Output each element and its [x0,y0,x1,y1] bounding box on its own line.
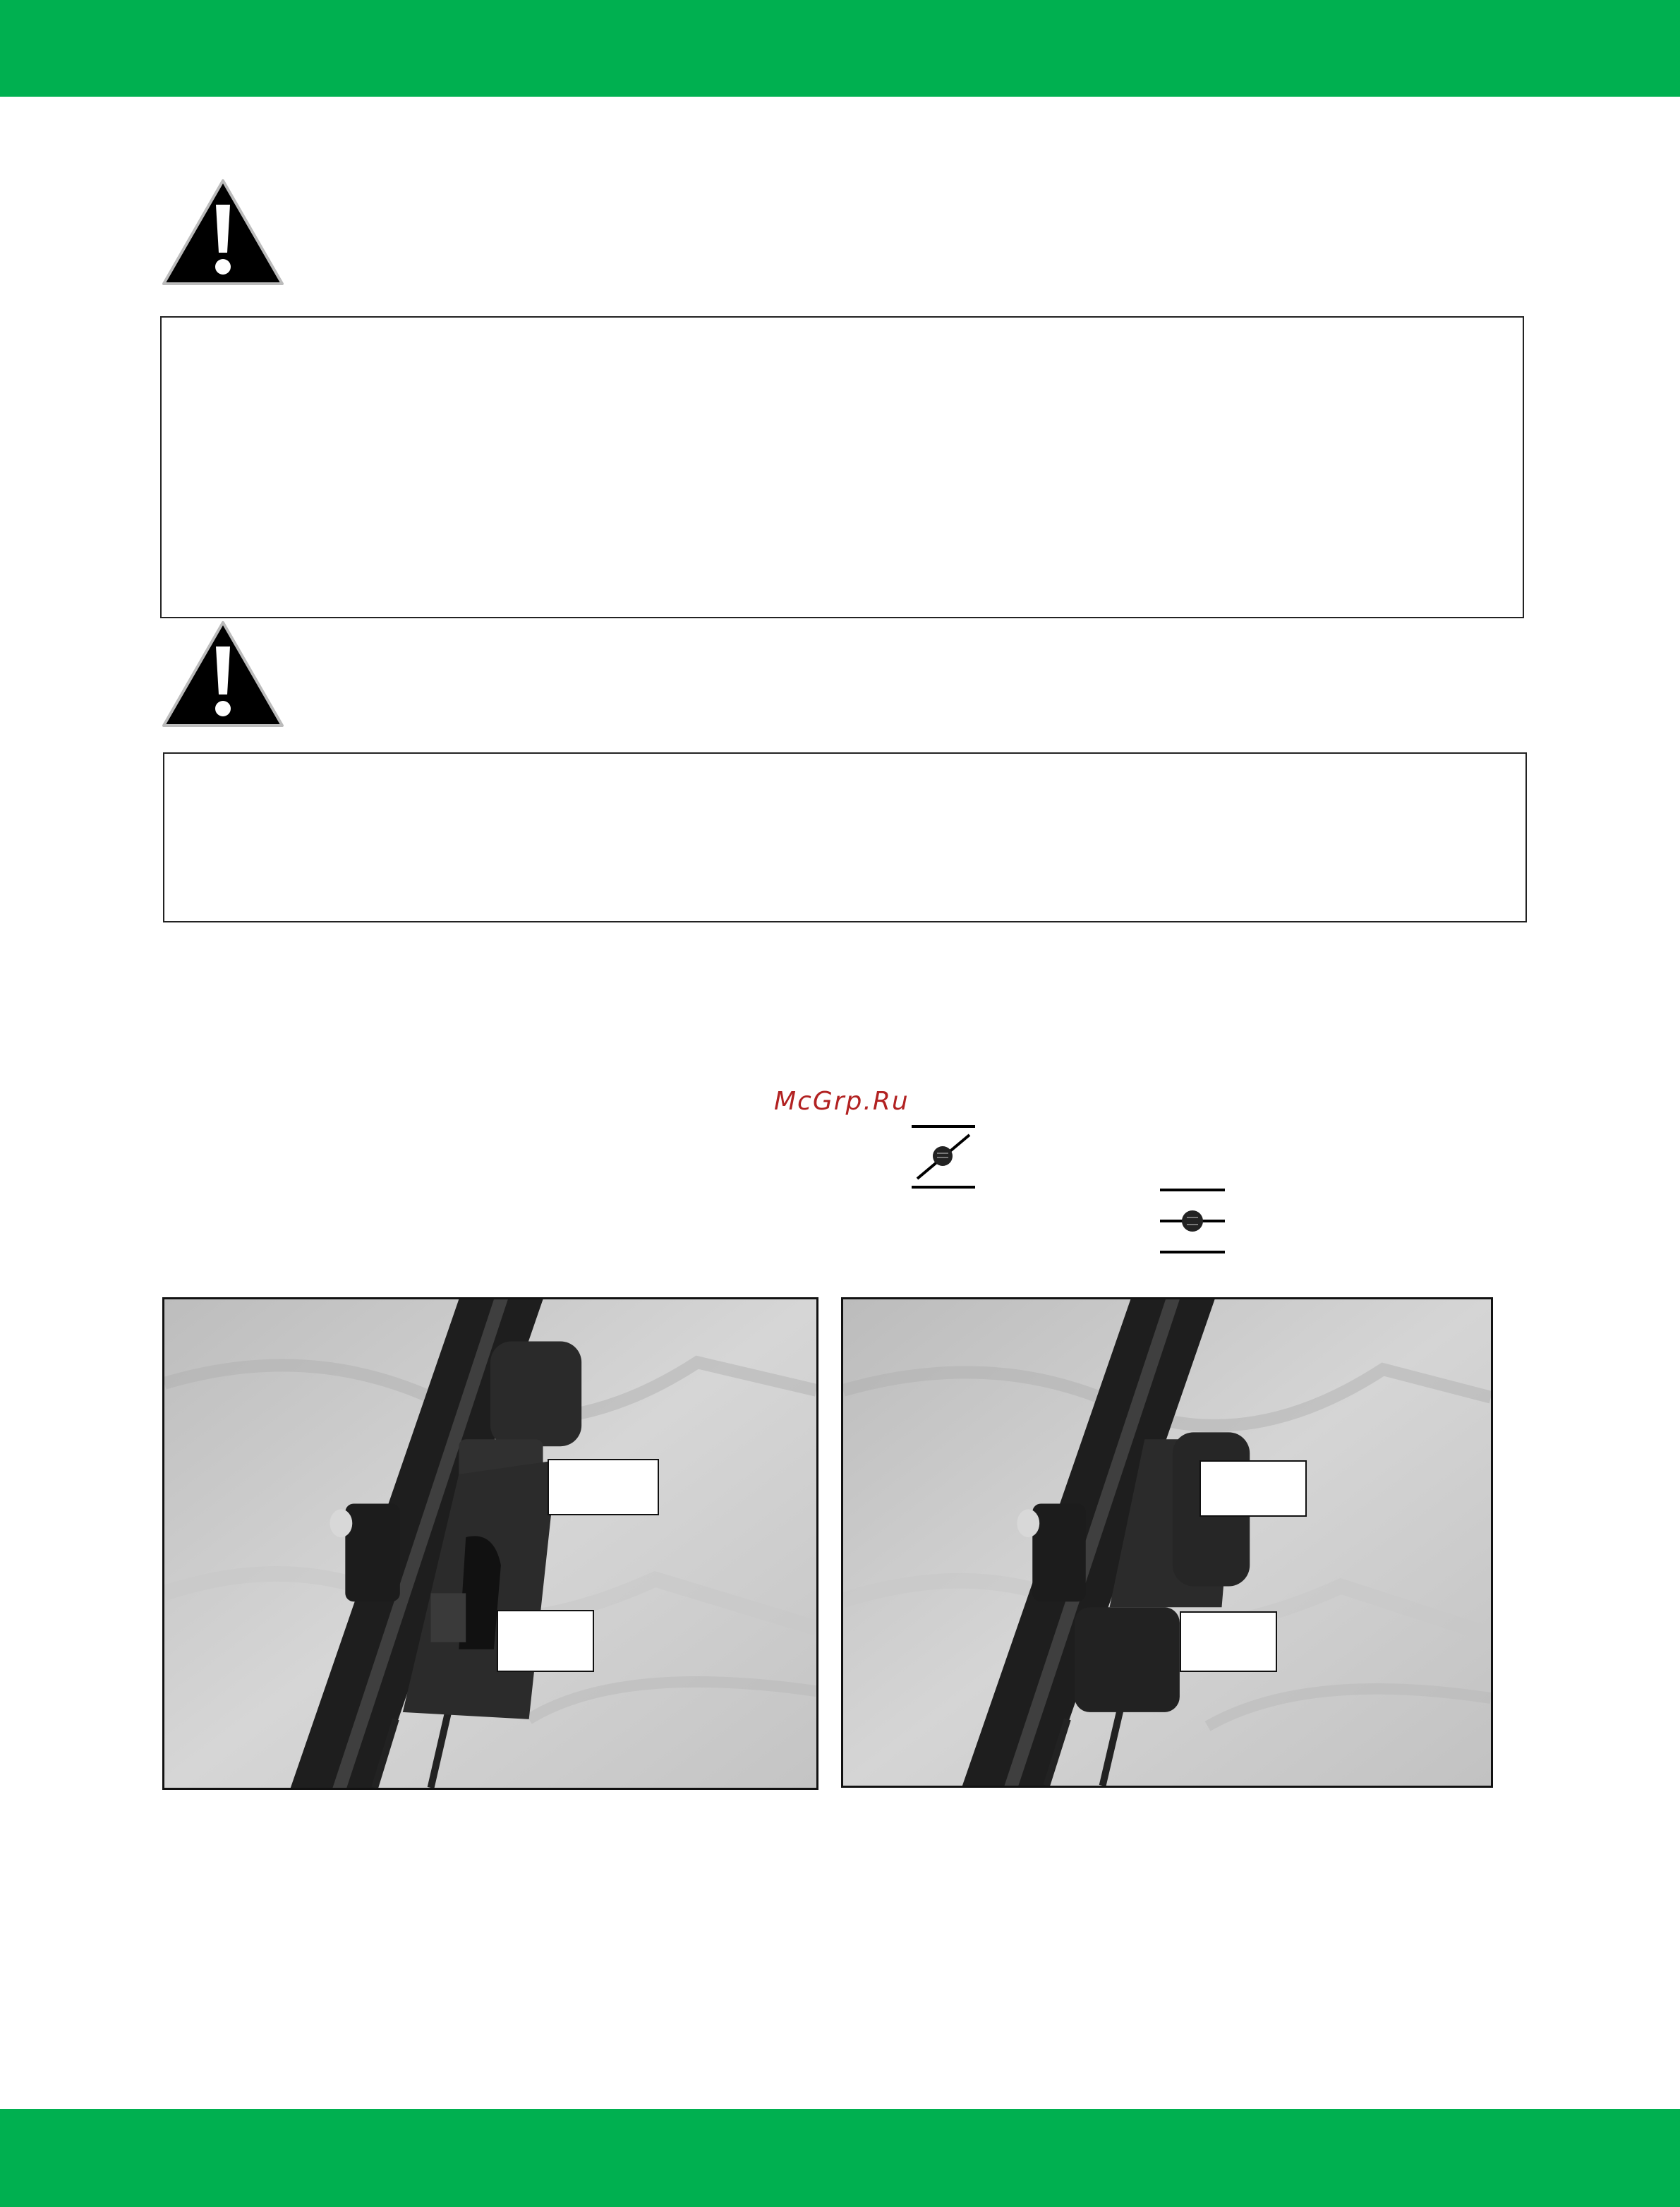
callout-label-box [1199,1460,1307,1517]
footer-band [0,2109,1680,2207]
warning-text-box [160,316,1524,618]
photo-lever-open [162,1297,818,1790]
warning-triangle-icon [161,618,285,730]
callout-label-box [1180,1611,1277,1672]
warning-triangle-icon [161,176,285,288]
callout-label-box [548,1459,659,1515]
header-band [0,0,1680,97]
photo-lever-closed [841,1297,1493,1788]
caution-text-box [163,752,1527,922]
callout-label-box [497,1610,594,1672]
horizontal-lever-icon [1159,1187,1226,1255]
diagonal-lever-icon [910,1124,977,1190]
watermark-text: McGrp.Ru [774,1087,910,1116]
